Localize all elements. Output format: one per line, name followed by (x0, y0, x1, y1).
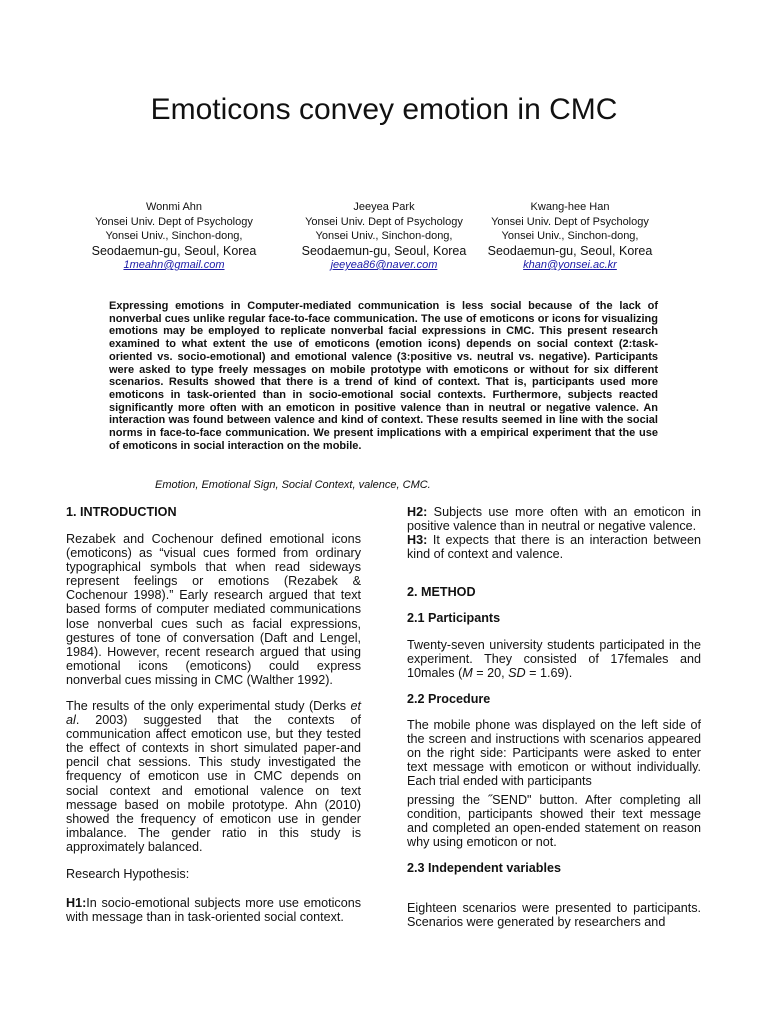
author-city: Seodaemun-gu, Seoul, Korea (301, 243, 467, 258)
keywords: Emotion, Emotional Sign, Social Context, valence, CMC. (155, 479, 431, 491)
intro-paragraph-1: Rezabek and Cochenour defined emotional icons (emoticons) as “visual cues formed from ordinary typographical symbols that when read sideways represent feelings or emotions (Rezabek & Cochenour 1998).” Early research argued that text based forms of computer mediated communications lose nonverbal cues such as facial expressions, gestures of tone of conversation (Daft and Lengel, 1984). However, recent research argued that using emotional icons (emoticons) could express nonverbal cues missing in CMC (Walther 1992). (66, 532, 361, 687)
author-name: Kwang-hee Han (530, 201, 610, 213)
author-address: Yonsei Univ., Sinchon-dong, (501, 230, 639, 242)
author-email-link[interactable]: jeeyea86@naver.com (330, 259, 438, 271)
author-address: Yonsei Univ., Sinchon-dong, (315, 230, 453, 242)
author-email-link[interactable]: khan@yonsei.ac.kr (523, 259, 617, 271)
author-dept: Yonsei Univ. Dept of Psychology (305, 215, 463, 228)
participants-paragraph: Twenty-seven university students participated in the experiment. They consisted of 17females and 10males (M = 20, SD = 1.69). (407, 638, 701, 681)
hypothesis-heading: Research Hypothesis: (66, 867, 190, 881)
procedure-paragraph-2: pressing the ˝SEND" button. After completing all condition, participants showed their text message and completed an open-ended statement on reason why using emoticon or not. (407, 793, 701, 850)
h1-label: H1: (66, 896, 87, 910)
author-email-link[interactable]: 1meahn@gmail.com (123, 259, 225, 271)
author-name: Jeeyea Park (353, 201, 415, 213)
author-block-2 (284, 200, 484, 273)
hypothesis-h3: H3: It expects that there is an interaction between kind of context and valence. (407, 533, 701, 562)
et-al-text: et al (66, 699, 361, 728)
author-city: Seodaemun-gu, Seoul, Korea (487, 243, 653, 258)
author-dept: Yonsei Univ. Dept of Psychology (491, 215, 649, 228)
h2-label: H2: (407, 505, 428, 519)
section-heading-introduction: 1. INTRODUCTION (66, 505, 177, 519)
procedure-paragraph-1: The mobile phone was displayed on the left side of the screen and instructions with scenarios appeared on the right side: Participants were asked to enter text message with emoticon or without individually. Each trial ended with participants (407, 718, 701, 789)
independent-variables-paragraph: Eighteen scenarios were presented to participants. Scenarios were generated by researchers and (407, 901, 701, 930)
section-heading-method: 2. METHOD (407, 585, 476, 599)
author-address: Yonsei Univ., Sinchon-dong, (105, 230, 243, 242)
paper-title: Emoticons convey emotion in CMC (150, 93, 618, 126)
author-name: Wonmi Ahn (145, 201, 203, 213)
subsection-heading-independent-variables: 2.3 Independent variables (407, 861, 561, 875)
author-city: Seodaemun-gu, Seoul, Korea (91, 243, 257, 258)
subsection-heading-procedure: 2.2 Procedure (407, 692, 491, 706)
hypothesis-h2: H2: Subjects use more often with an emoticon in positive valence than in neutral or negative valence. (407, 505, 701, 534)
abstract: Expressing emotions in Computer-mediated communication is less social because of the lack of nonverbal cues unlike regular face-to-face communication. The use of emoticons or icons for visualizing emotions may be employed to replicate nonverbal facial expressions in CMC. This present research examined to what extent the use of emoticons (emotion icons) depends on social context (2:task-oriented vs. socio-emotional) and emotional valence (3:positive vs. neutral vs. negative). Participants were asked to type freely messages on mobile prototype with emoticons or without for six different scenarios. Results showed that there is a trend of kind of context. That is, participants used more emoticons in task-oriented than in socio-emotional social contexts. Furthermore, subjects reacted significantly more often with an emoticon in positive valence than in neutral or negative valence. An interaction was found between valence and kind of context. These results seemed in line with the social norms in face-to-face communication. We present implications with a empirical experiment that the use of emoticons in social interaction on the mobile. (109, 300, 658, 452)
author-block-3 (470, 200, 670, 273)
intro-paragraph-2: The results of the only experimental study (Derks et al. 2003) suggested that the contexts of communication affect emoticon use, but they tested the effect of contexts in short simulated paper-and pencil chat sessions. This study investigated the frequency of emoticon use in CMC depends on social context and emotional valence on text message based on mobile prototype. Ahn (2010) showed the frequency of emoticon use in gender imbalance. The gender ratio in this study is approximately balanced. (66, 699, 361, 854)
hypothesis-h1: H1:In socio-emotional subjects more use emoticons with message than in task-oriented social context. (66, 896, 361, 925)
subsection-heading-participants: 2.1 Participants (407, 611, 501, 625)
h3-label: H3: (407, 533, 428, 547)
author-dept: Yonsei Univ. Dept of Psychology (95, 215, 253, 228)
author-block-1 (74, 200, 274, 273)
